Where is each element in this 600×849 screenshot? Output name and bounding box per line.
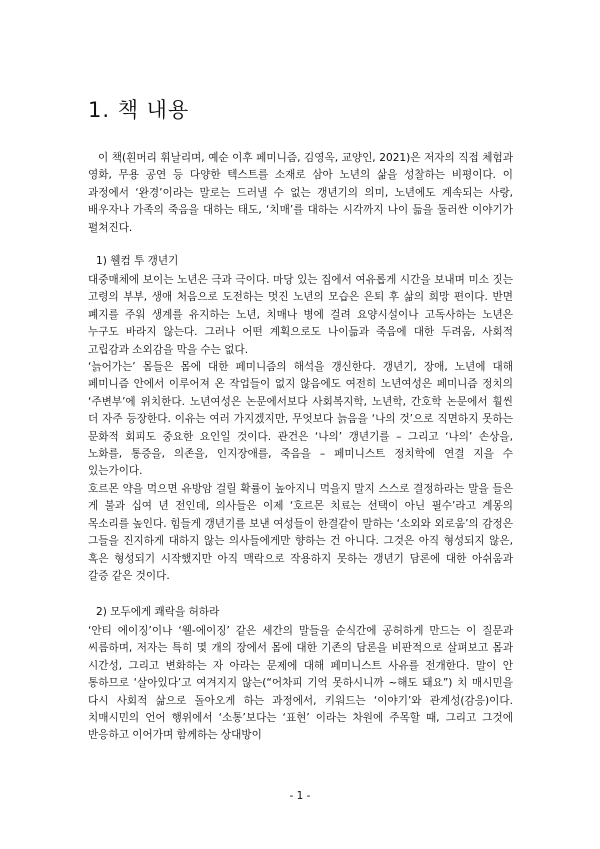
paragraph: 대중매체에 보이는 노년은 극과 극이다. 마당 있는 집에서 여유롭게 시간을 보내며 미소 짓는 고령의 부부, 생애 처음으로 도전하는 멋진 노년의 모습은 은퇴 후 삶의 희망 편이다. 반면 폐지를 주워 생계를 유지하는 노년, 치매나 병에 걸려 요양시설이나 고독사하는 노년은 누구도 바라지 않는다. 그러나 어떤 계획으로도 나이듦과 죽음에 대한 두려움, 사회적 고립감과 소외감을 막을 수는 없다. <box>88 274 513 356</box>
paragraph: ‘안티 에이징’이나 ‘웰-에이징’ 같은 세간의 말들을 순식간에 공허하게 만드는 이 질문과 씨름하며, 저자는 특히 몇 개의 장에서 몸에 대한 기존의 담론을 비판적으로 살펴보고 몸과 시간성, 그리고 변화하는 자 아라는 문제에 대해 페미니스트 사유를 전개한다. 말이 안 통하므로 ‘살아있다’고 여겨지지 않는(“어차피 기억 못하시니까 ~해도 돼요”) 치 매시민을 다시 사회적 삶으로 돌아오게 하는 과정에서, 키워드는 ‘이야기’와 관계성(감응)이다. 치매시민의 언어 행위에서 ‘소통’보다는 ‘표현’ 이라는 차원에 주목할 때, 그리고 그것에 반응하고 이어가며 함께하는 상대방이 <box>88 625 513 742</box>
paragraph: 호르몬 약을 먹으면 유방암 걸릴 확률이 높아지니 먹을지 말지 스스로 결정하라는 말을 들은 게 불과 십여 년 전인데, 의사들은 이제 ‘호르몬 치료는 선택이 아닌 필수’라고 계몽의 목소리를 높인다. 힘들게 갱년기를 보낸 여성들이 한결같이 말하는 ‘소외와 외로움’의 감정은 그들을 진지하게 대하지 않는 의사들에게만 향하는 건 아니다. 그것은 아직 형성되지 않은, 혹은 형성되기 시작했지만 아직 맥락으로 작용하지 못하는 갱년기 담론에 대한 아쉬움과 갈증 같은 것이다. <box>88 482 513 582</box>
subsection-body-1 <box>88 272 513 585</box>
subsection-body-2 <box>88 623 513 745</box>
paragraph: ‘늙어가는’ 몸들은 몸에 대한 페미니즘의 해석을 갱신한다. 갱년기, 장애, 노년에 대해 페미니즘 안에서 이루어져 온 작업들이 없지 않음에도 여전히 노년여성은 페미니즘 정치의 ‘주변부’에 위치한다. 노년여성은 논문에서보다 사회복지학, 노년학, 간호학 논문에서 훨씬 더 자주 등장한다. 이유는 여러 가지겠지만, 무엇보다 늙음을 ‘나의 것’으로 직면하지 못하는 문화적 회피도 중요한 요인일 것이다. 관건은 ‘나의’ 갱년기를 – 그리고 ‘나의’ 손상을, 노화를, 통증을, 의존을, 인지장애를, 죽음을 – 페미니스트 정치학에 연결 지을 수 있는가이다. <box>88 361 513 478</box>
subsection-title-2: 2) 모두에게 쾌락을 허하라 <box>96 606 220 618</box>
subsection-title-1: 1) 웰컴 투 갱년기 <box>96 255 179 267</box>
page-number: - 1 - <box>289 790 311 802</box>
section-heading: 1. 책 내용 <box>88 98 190 122</box>
intro-paragraph: 이 책(흰머리 휘날리며, 예순 이후 페미니즘, 김영옥, 교양인, 2021)은 저자의 직접 체험과 영화, 무용 공연 등 다양한 텍스트를 소재로 삼아 노년의 삶을 성찰하는 비평이다. 이 과정에서 ‘완경’이라는 말로는 드러낼 수 없는 갱년기의 의미, 노년에도 계속되는 사랑, 배우자나 가족의 죽음을 대하는 태도, ‘치매’를 대하는 시각까지 나이 듦을 둘러싼 이야기가 펼쳐진다. <box>88 152 513 234</box>
